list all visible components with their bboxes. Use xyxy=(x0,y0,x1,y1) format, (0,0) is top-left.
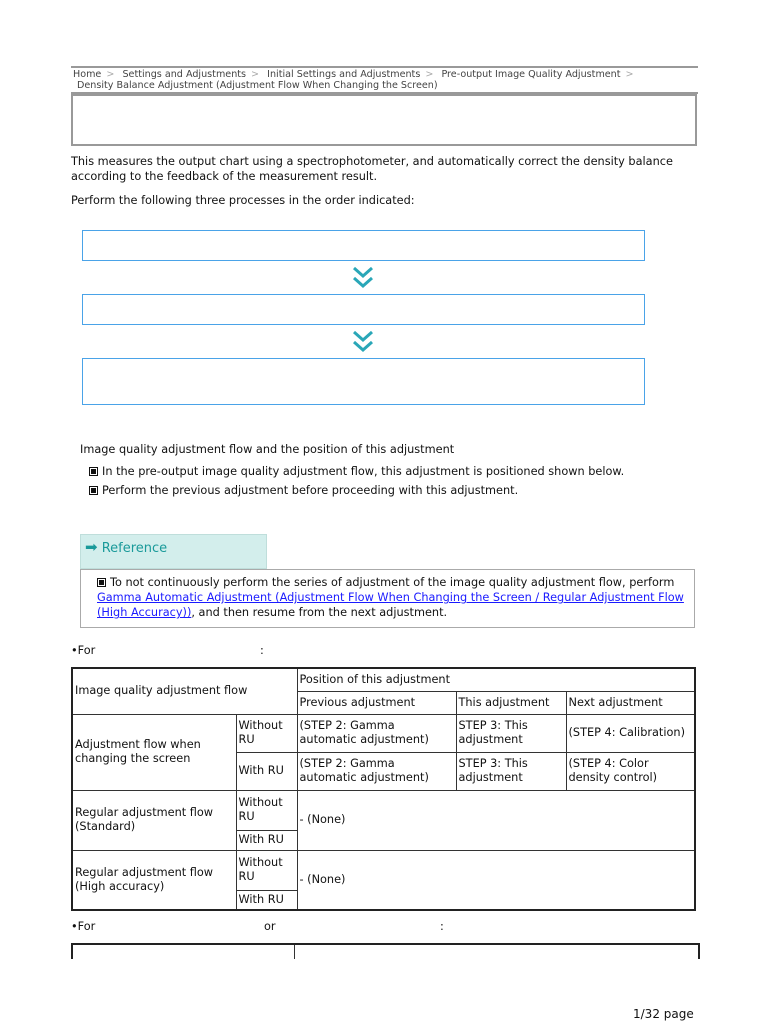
for-suffix: : xyxy=(260,644,264,657)
next-cell: (STEP 4: Color density control) xyxy=(566,752,695,790)
header-next: Next adjustment xyxy=(566,691,695,714)
group-name: Regular adjustment flow (High accuracy) xyxy=(72,850,236,910)
breadcrumb xyxy=(71,66,698,94)
bullet-text: Perform the previous adjustment before proceeding with this adjustment. xyxy=(102,484,519,497)
adjustment-position-table xyxy=(71,667,696,911)
flow-heading: Image quality adjustment flow and the position of this adjustment xyxy=(80,443,455,456)
step-box-2 xyxy=(82,294,645,325)
breadcrumb-preoutput[interactable]: Pre-output Image Quality Adjustment xyxy=(441,69,621,80)
chevron-right-icon: > xyxy=(251,69,260,80)
ru-cell: Without RU xyxy=(236,790,297,830)
this-cell: STEP 3: This adjustment xyxy=(456,752,566,790)
second-table xyxy=(71,943,700,959)
intro-text: This measures the output chart using a spectrophotometer, and automatically correct the density balance according to the feedback of the measurement result. xyxy=(71,155,673,183)
table-row xyxy=(72,790,695,830)
chevron-right-icon: > xyxy=(106,69,115,80)
ru-cell: With RU xyxy=(236,830,297,850)
reference-title: Reference xyxy=(101,541,168,556)
column-divider xyxy=(294,945,295,959)
chevron-double-down-icon xyxy=(351,330,375,354)
value-cell: - (None) xyxy=(297,850,695,910)
breadcrumb-home[interactable]: Home xyxy=(73,69,102,80)
prev-cell: (STEP 2: Gamma automatic adjustment) xyxy=(297,714,456,752)
reference-header xyxy=(80,534,267,569)
header-previous: Previous adjustment xyxy=(297,691,456,714)
reference-text-end: , and then resume from the next adjustment. xyxy=(191,606,448,619)
square-bullet-icon xyxy=(89,486,98,495)
reference-body xyxy=(80,569,695,628)
group-name: Adjustment flow when changing the screen xyxy=(72,714,236,790)
header-position: Position of this adjustment xyxy=(297,668,695,691)
title-box xyxy=(71,94,697,146)
bullet-2 xyxy=(89,483,518,498)
group-name: Regular adjustment flow (Standard) xyxy=(72,790,236,850)
chevron-right-icon: > xyxy=(425,69,434,80)
for-prefix: •For xyxy=(71,920,96,933)
for-prefix: •For xyxy=(71,644,96,657)
square-bullet-icon xyxy=(89,467,98,476)
ru-cell: With RU xyxy=(236,752,297,790)
ru-cell: Without RU xyxy=(236,850,297,890)
table-row xyxy=(72,850,695,890)
bullet-text: In the pre-output image quality adjustment flow, this adjustment is positioned shown below. xyxy=(102,465,625,478)
for-suffix: : xyxy=(440,920,444,933)
for-line-1 xyxy=(71,643,264,658)
arrow-right-icon: ➡ xyxy=(85,538,98,556)
this-cell: STEP 3: This adjustment xyxy=(456,714,566,752)
square-bullet-icon xyxy=(97,578,106,587)
for-line-2 xyxy=(71,919,471,934)
breadcrumb-current: Density Balance Adjustment (Adjustment Flow When Changing the Screen) xyxy=(77,80,438,91)
step-box-1 xyxy=(82,230,645,261)
header-this: This adjustment xyxy=(456,691,566,714)
gamma-adjustment-link[interactable]: Gamma Automatic Adjustment (Adjustment Flow When Changing the Screen / Regular Adjustment Flow (High Accuracy)) xyxy=(97,591,684,619)
breadcrumb-settings[interactable]: Settings and Adjustments xyxy=(122,69,247,80)
prev-cell: (STEP 2: Gamma automatic adjustment) xyxy=(297,752,456,790)
chevron-right-icon: > xyxy=(625,69,634,80)
header-flow: Image quality adjustment flow xyxy=(72,668,297,714)
for-or: or xyxy=(264,920,276,933)
bullet-1 xyxy=(89,464,624,479)
step-box-3 xyxy=(82,358,645,405)
ru-cell: With RU xyxy=(236,890,297,910)
chevron-double-down-icon xyxy=(351,266,375,290)
ru-cell: Without RU xyxy=(236,714,297,752)
breadcrumb-initial-settings[interactable]: Initial Settings and Adjustments xyxy=(267,69,421,80)
perform-text: Perform the following three processes in the order indicated: xyxy=(71,194,415,207)
reference-text: To not continuously perform the series of adjustment of the image quality adjustment flow, perform xyxy=(110,576,675,589)
next-cell: (STEP 4: Calibration) xyxy=(566,714,695,752)
value-cell: - (None) xyxy=(297,790,695,850)
page-number: 1/32 page xyxy=(633,1007,694,1021)
table-row xyxy=(72,714,695,752)
